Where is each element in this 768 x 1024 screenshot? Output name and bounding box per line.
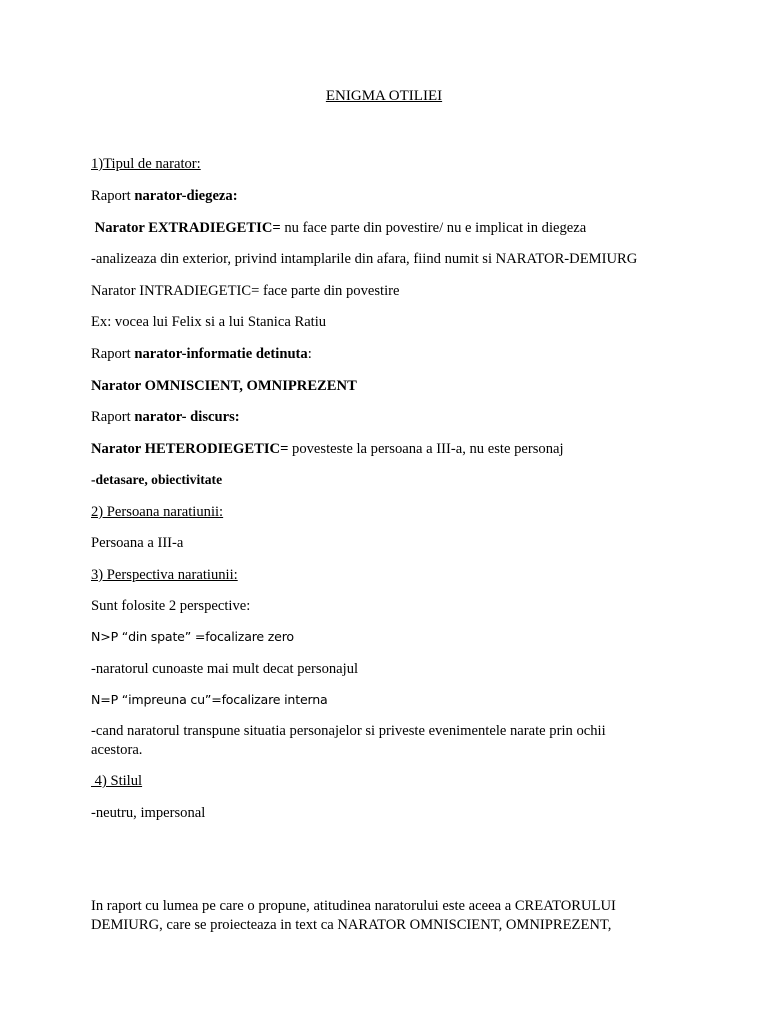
paragraph-naratorul-cunoaste bbox=[91, 660, 358, 678]
bold-span: narator-informatie detinuta bbox=[134, 346, 308, 362]
text-span: : bbox=[307, 346, 312, 362]
section-heading-text: 3) Perspectiva naratiunii: bbox=[91, 567, 238, 583]
paragraph-omniscient bbox=[91, 377, 357, 395]
section-heading-text: 1)Tipul de narator: bbox=[91, 156, 201, 172]
paragraph-persoana bbox=[91, 534, 183, 552]
paragraph-example bbox=[91, 313, 326, 331]
text-span: N>P “din spate” =focalizare zero bbox=[91, 629, 294, 644]
paragraph-focalizare-zero bbox=[91, 628, 294, 646]
paragraph-perspective bbox=[91, 597, 250, 615]
paragraph-intradiegetic bbox=[91, 282, 400, 300]
document-title bbox=[0, 87, 768, 105]
paragraph-heterodiegetic bbox=[91, 440, 564, 458]
paragraph-raport-diegeza bbox=[91, 187, 238, 205]
text-span: povesteste la persoana a III-a, nu este personaj bbox=[288, 441, 564, 457]
text-span: Raport bbox=[91, 188, 135, 204]
paragraph-detasare bbox=[91, 471, 222, 489]
section-heading-perspectiva bbox=[91, 566, 238, 584]
text-span: -neutru, impersonal bbox=[91, 805, 206, 821]
section-heading-narator bbox=[91, 155, 201, 173]
text-span: Sunt folosite 2 perspective: bbox=[91, 598, 251, 614]
section-heading-persoana bbox=[91, 503, 223, 521]
text-span: Persoana a III-a bbox=[91, 535, 184, 551]
text-span: In raport cu lumea pe care o propune, atitudinea naratorului este aceea a CREATORULUI DEMIURG, care se proiecteaza in text ca NARATOR OMNISCIENT, OMNIPREZENT, bbox=[91, 898, 616, 933]
section-heading-stilul bbox=[91, 772, 142, 790]
paragraph-in-raport bbox=[91, 897, 651, 935]
text-span: -naratorul cunoaste mai mult decat personajul bbox=[91, 661, 359, 677]
paragraph-analizeaza bbox=[91, 250, 637, 268]
text-span: Narator INTRADIEGETIC= face parte din povestire bbox=[91, 283, 400, 299]
paragraph-raport-informatie bbox=[91, 345, 312, 363]
section-heading-text: 4) Stilul bbox=[91, 773, 143, 789]
bold-span: narator- discurs: bbox=[134, 409, 240, 425]
paragraph-neutru bbox=[91, 804, 205, 822]
text-span: Raport bbox=[91, 346, 135, 362]
text-span: Ex: vocea lui Felix si a lui Stanica Ratiu bbox=[91, 314, 327, 330]
bold-span: Narator EXTRADIEGETIC= bbox=[91, 220, 281, 236]
text-span: Raport bbox=[91, 409, 135, 425]
paragraph-cand-naratorul bbox=[91, 722, 651, 760]
bold-span: Narator OMNISCIENT, OMNIPREZENT bbox=[91, 378, 357, 394]
section-heading-text: 2) Persoana naratiunii: bbox=[91, 504, 224, 520]
paragraph-raport-discurs bbox=[91, 408, 240, 426]
bold-span: narator-diegeza: bbox=[134, 188, 238, 204]
text-span: -cand naratorul transpune situatia personajelor si priveste evenimentele narate prin ochii acestora. bbox=[91, 723, 606, 758]
bold-span: -detasare, obiectivitate bbox=[91, 472, 223, 487]
bold-span: Narator HETERODIEGETIC= bbox=[91, 441, 289, 457]
text-span: nu face parte din povestire/ nu e implicat in diegeza bbox=[280, 220, 587, 236]
text-span: -analizeaza din exterior, privind intamplarile din afara, fiind numit si NARATOR-DEMIURG bbox=[91, 251, 638, 267]
paragraph-extradiegetic bbox=[91, 219, 586, 237]
text-span: N=P “impreuna cu”=focalizare interna bbox=[91, 692, 328, 707]
document-title-text: ENIGMA OTILIEI bbox=[325, 88, 443, 104]
paragraph-focalizare-interna bbox=[91, 691, 328, 709]
